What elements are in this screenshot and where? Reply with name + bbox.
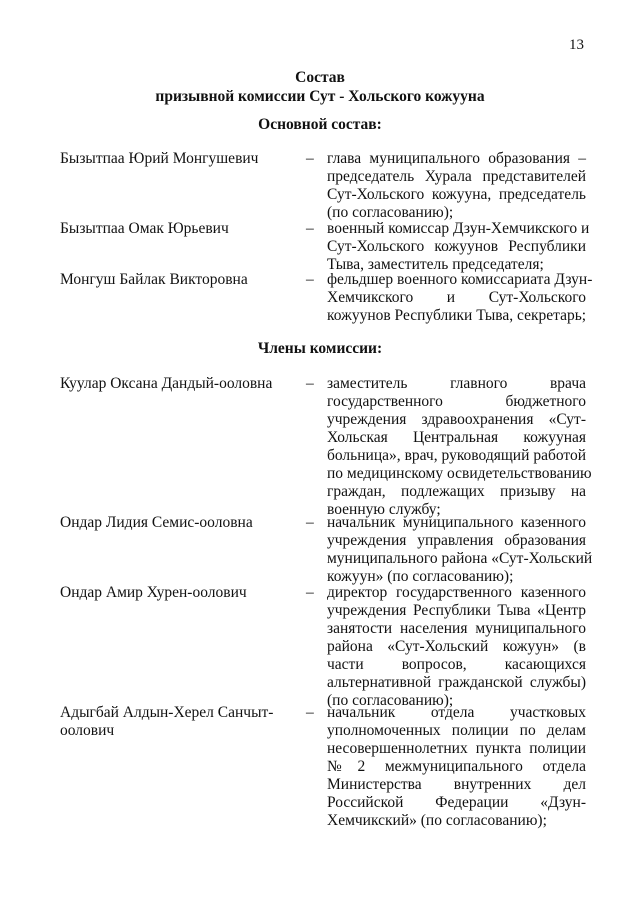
role-line: больница», врач, руководящий работой	[327, 447, 586, 464]
document-title	[0, 68, 640, 106]
role-line: военный комиссар Дзун-Хемчикского и	[327, 220, 590, 237]
title-line-1: Состав	[295, 69, 345, 86]
role-line: района «Сут-Хольский кожуун» (в	[327, 638, 586, 655]
role-line: глава муниципального образования –	[327, 150, 586, 167]
role-line: занятости населения муниципального	[327, 620, 586, 637]
role-line: муниципального района «Сут-Хольский	[327, 550, 593, 567]
role-line: Хольская Центральная кожууная	[327, 429, 586, 446]
person-name-line: Адыгбай Алдын-Херел Санчыт-	[60, 704, 274, 721]
role-line: военную службу;	[327, 501, 441, 518]
dash: –	[306, 220, 314, 237]
role-line: Хемчикского и Сут-Хольского	[327, 289, 586, 306]
dash: –	[306, 375, 314, 392]
role-line: председатель Хурала представителей	[327, 168, 586, 185]
role-line: №2 межмуниципального отдела	[327, 758, 586, 775]
role-line: Российской Федерации «Дзун-	[327, 794, 586, 811]
person-role	[327, 704, 586, 830]
role-line: учреждения здравоохранения «Сут-	[327, 411, 586, 428]
role-line: учреждения управления образования	[327, 532, 586, 549]
role-line: несовершеннолетних пункта полиции	[327, 740, 586, 757]
role-line: фельдшер военного комиссариата Дзун-	[327, 271, 593, 288]
dash: –	[306, 584, 314, 601]
role-line: Хемчикский» (по согласованию);	[327, 812, 547, 829]
person-role	[327, 514, 593, 586]
person-name-line: оолович	[60, 722, 115, 739]
role-line: граждан, подлежащих призыву на	[327, 483, 586, 500]
person-name: Бызытпаа Омак Юрьевич	[60, 220, 229, 237]
person-name: Куулар Оксана Дандый-ооловна	[60, 375, 273, 392]
role-line: Сут-Хольского кожуунов Республики	[327, 238, 586, 255]
page-number: 13	[569, 37, 584, 53]
role-line: начальник отдела участковых	[327, 704, 586, 721]
role-line: кожуунов Республики Тыва, секретарь;	[327, 307, 587, 324]
role-line: альтернативной гражданской службы)	[327, 674, 586, 691]
section-heading-members: Члены комиссии:	[257, 340, 383, 357]
role-line: заместитель главного врача	[327, 375, 586, 392]
section-heading-main: Основной состав:	[258, 116, 382, 133]
role-line: Министерства внутренних дел	[327, 776, 586, 793]
person-role	[327, 375, 592, 519]
person-name: Монгуш Байлак Викторовна	[60, 271, 248, 288]
role-line: части вопросов, касающихся	[327, 656, 586, 673]
person-name	[60, 704, 290, 740]
person-name: Ондар Лидия Семис-ооловна	[60, 514, 253, 531]
person-role	[327, 584, 586, 710]
person-name: Бызытпаа Юрий Монгушевич	[60, 150, 259, 167]
dash: –	[306, 704, 314, 721]
role-line: Тыва, заместитель председателя;	[327, 256, 544, 273]
person-role	[327, 271, 593, 325]
role-line: Сут-Хольского кожууна, председатель	[327, 186, 586, 203]
role-line: (по согласованию);	[327, 692, 454, 709]
role-line: начальник муниципального казенного	[327, 514, 586, 531]
role-line: уполномоченных полиции по делам	[327, 722, 586, 739]
role-line: по медицинскому освидетельствованию	[327, 465, 592, 482]
role-line: государственного бюджетного	[327, 393, 586, 410]
dash: –	[306, 514, 314, 531]
role-line: (по согласованию);	[327, 204, 454, 221]
dash: –	[306, 150, 314, 167]
person-name: Ондар Амир Хурен-оолович	[60, 584, 247, 601]
role-line: кожуун» (по согласованию);	[327, 568, 514, 585]
role-line: директор государственного казенного	[327, 584, 586, 601]
dash: –	[306, 271, 314, 288]
title-line-2: призывной комиссии Сут - Хольского кожууна	[155, 88, 485, 105]
person-role	[327, 150, 586, 222]
person-role	[327, 220, 590, 274]
role-line: учреждения Республики Тыва «Центр	[327, 602, 586, 619]
